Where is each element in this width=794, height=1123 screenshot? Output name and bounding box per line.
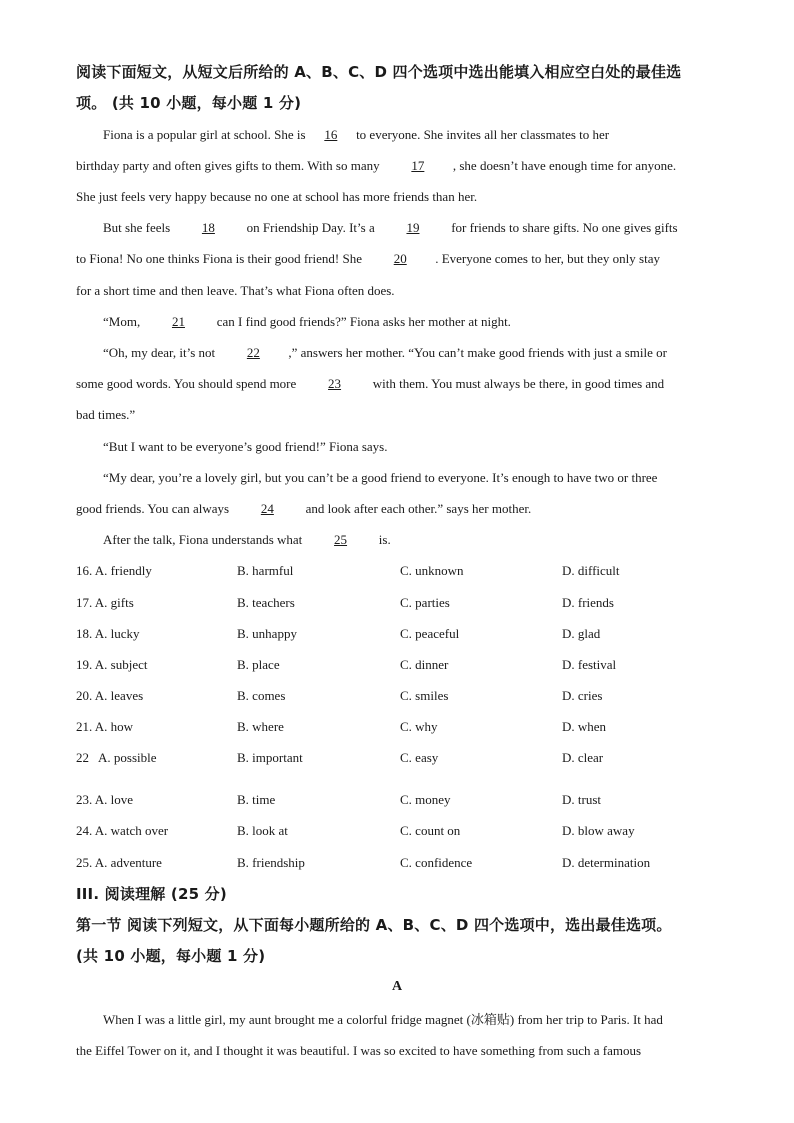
option-c: C. unknown <box>400 563 464 578</box>
option-b: B. look at <box>237 823 288 838</box>
blank-17: 17 <box>411 158 425 173</box>
option-d: D. cries <box>562 688 603 703</box>
option-row-16 <box>0 561 794 581</box>
option-b: B. place <box>237 657 280 672</box>
option-b: B. teachers <box>237 595 295 610</box>
option-a: 20. A. leaves <box>76 688 144 703</box>
option-b: B. time <box>237 792 276 807</box>
option-c: C. parties <box>400 595 450 610</box>
option-c: C. money <box>400 792 451 807</box>
option-d: D. trust <box>562 792 601 807</box>
passage-line: She just feels very happy because no one at school has more friends than her. <box>76 189 478 204</box>
option-d: D. blow away <box>562 823 635 838</box>
option-d: D. festival <box>562 657 617 672</box>
option-c: C. easy <box>400 750 439 765</box>
option-d: D. glad <box>562 626 601 641</box>
option-c: C. peaceful <box>400 626 460 641</box>
option-c: C. confidence <box>400 855 473 870</box>
option-a: 16. A. friendly <box>76 563 152 578</box>
passage-line: “Oh, my dear, it’s not 22 ,” answers her mother. “You can’t make good friends with just a smile or <box>103 343 667 363</box>
option-a: 19. A. subject <box>76 657 148 672</box>
option-d: D. when <box>562 719 607 734</box>
passage-line: But she feels 18 on Friendship Day. It’s a 19 for friends to share gifts. No one gives gifts <box>103 218 678 238</box>
section-instructions-line1: 第一节 阅读下列短文，从下面每小题所给的 A、B、C、D 四个选项中，选出最佳选项。 <box>76 916 672 934</box>
passage-line: “But I want to be everyone’s good friend!” Fiona says. <box>103 439 388 454</box>
option-b: B. harmful <box>237 563 294 578</box>
option-a: 18. A. lucky <box>76 626 140 641</box>
option-c: C. why <box>400 719 438 734</box>
passage-line: birthday party and often gives gifts to them. With so many 17 , she doesn’t have enough time for anyone. <box>76 156 676 176</box>
blank-16: 16 <box>324 127 338 142</box>
option-row-19 <box>0 655 794 675</box>
option-a: 21. A. how <box>76 719 134 734</box>
option-row-25 <box>0 853 794 873</box>
passage-label: A <box>391 979 403 994</box>
passage-line: some good words. You should spend more 23 with them. You must always be there, in good times and <box>76 374 664 394</box>
option-b: B. where <box>237 719 284 734</box>
option-row-20 <box>0 686 794 706</box>
option-a: 24. A. watch over <box>76 823 169 838</box>
option-c: C. smiles <box>400 688 449 703</box>
passage-line: After the talk, Fiona understands what 25 is. <box>103 530 391 550</box>
blank-22: 22 <box>246 345 260 360</box>
blank-19: 19 <box>406 220 420 235</box>
passage-line: bad times.” <box>76 407 136 422</box>
option-a: 22 A. possible <box>76 750 157 765</box>
passage-line: “Mom, 21 can I find good friends?” Fiona asks her mother at night. <box>103 312 511 332</box>
reading-passage-line: the Eiffel Tower on it, and I thought it was beautiful. I was so excited to have something from such a famous <box>76 1043 642 1058</box>
option-row-22 <box>0 748 794 768</box>
option-d: D. determination <box>562 855 651 870</box>
option-c: C. count on <box>400 823 461 838</box>
option-d: D. difficult <box>562 563 620 578</box>
option-a: 17. A. gifts <box>76 595 134 610</box>
option-row-18 <box>0 624 794 644</box>
blank-23: 23 <box>328 376 342 391</box>
passage-line: to Fiona! No one thinks Fiona is their good friend! She 20 . Everyone comes to her, but they only stay <box>76 249 660 269</box>
blank-21: 21 <box>171 314 185 329</box>
cloze-instructions-line2: 项。 (共 10 小题，每小题 1 分) <box>76 94 302 112</box>
cloze-instructions-line1: 阅读下面短文，从短文后所给的 A、B、C、D 四个选项中选出能填入相应空白处的最佳选 <box>76 63 682 81</box>
passage-line: for a short time and then leave. That’s what Fiona often does. <box>76 283 395 298</box>
option-row-23 <box>0 790 794 810</box>
blank-25: 25 <box>334 532 348 547</box>
passage-line: good friends. You can always 24 and look after each other.” says her mother. <box>76 499 531 519</box>
option-b: B. comes <box>237 688 286 703</box>
option-b: B. unhappy <box>237 626 297 641</box>
option-a: 25. A. adventure <box>76 855 162 870</box>
option-a: 23. A. love <box>76 792 134 807</box>
option-b: B. friendship <box>237 855 305 870</box>
option-row-17 <box>0 593 794 613</box>
blank-20: 20 <box>393 251 407 266</box>
blank-24: 24 <box>260 501 274 516</box>
option-b: B. important <box>237 750 303 765</box>
reading-passage-line: When I was a little girl, my aunt brought me a colorful fridge magnet (冰箱贴) from her trip to Paris. It had <box>103 1012 663 1027</box>
passage-line: “My dear, you’re a lovely girl, but you can’t be a good friend to everyone. It’s enough to have two or three <box>103 470 658 485</box>
blank-18: 18 <box>201 220 215 235</box>
option-d: D. friends <box>562 595 614 610</box>
option-d: D. clear <box>562 750 604 765</box>
option-row-24 <box>0 821 794 841</box>
passage-line: Fiona is a popular girl at school. She is 16 to everyone. She invites all her classmates to her <box>103 125 609 145</box>
section-title: III. 阅读理解 (25 分) <box>76 885 227 903</box>
option-row-21 <box>0 717 794 737</box>
option-c: C. dinner <box>400 657 449 672</box>
section-instructions-line2: (共 10 小题，每小题 1 分) <box>76 947 266 965</box>
